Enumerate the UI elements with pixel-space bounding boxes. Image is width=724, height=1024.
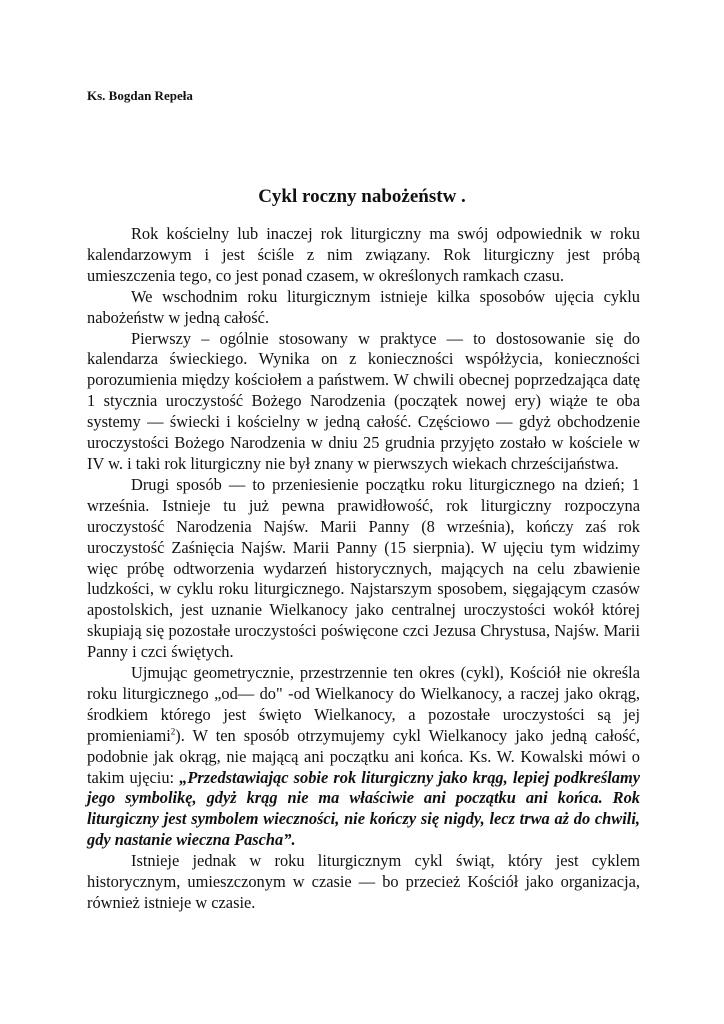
- quote-kowalski: „Przedstawiając sobie rok liturgiczny jako krąg, lepiej podkreślamy jego symbolikę, gdyż krąg nie ma właściwie ani początku ani końca. Rok liturgiczny jest symbolem wieczności, nie kończy się nigdy, lecz trwa aż do chwili, gdy nastanie wieczna Pascha: [87, 767, 640, 850]
- document-body: [87, 224, 640, 914]
- document-title: Cykl roczny nabożeństw .: [258, 186, 466, 207]
- footnote-ref: 2: [170, 726, 176, 737]
- paragraph-4: Drugi sposób — to przeniesienie początku roku liturgicznego na dzień; 1 września. Istnieje tu już pewna prawidłowość, rok liturgiczny rozpoczyna uroczystość Narodzenia Najśw. Marii Panny (8 września), kończy zaś rok uroczystość Zaśnięcia Najśw. Marii Panny (15 sierpnia). W ujęciu tym widzimy więc próbę odtworzenia wydarzeń historycznych, mających na celu zbawienie ludzkości, w cyklu roku liturgicznego. Najstarszym sposobem, sięgającym czasów apostolskich, jest uznanie Wielkanocy jako centralnej uroczystości wokół której skupiają się pozostałe uroczystości poświęcone czci Jezusa Chrystusa, Najśw. Marii Panny i czci świętych.: [87, 474, 640, 662]
- paragraph-5-text-b: ). W ten sposób otrzymujemy cykl Wielkanocy jako jedną całość, podobnie jak okrąg, nie mającą ani początku ani końca. Ks. W. Kowalski mówi o takim ujęciu:: [87, 725, 640, 787]
- paragraph-6: Istnieje jednak w roku liturgicznym cykl świąt, który jest cyklem historycznym, umieszczonym w czasie — bo przecież Kościół jako organizacja, również istnieje w czasie.: [87, 851, 640, 912]
- paragraph-3: Pierwszy – ogólnie stosowany w praktyce — to dostosowanie się do kalendarza świeckiego. Wynika on z konieczności współżycia, konieczności porozumienia między kościołem a państwem. W chwili obecnej poprzedzająca datę 1 stycznia uroczystość Bożego Narodzenia (początek nowej ery) wiąże te oba systemy — świecki i kościelny w jedną całość. Częściowo — gdyż obchodzenie uroczystości Bożego Narodzenia w dniu 25 grudnia przyjęto zostało w kościele w IV w. i taki rok liturgiczny nie był znany w pierwszych wiekach chrześcijaństwa.: [87, 328, 640, 473]
- paragraph-5-text-a: Ujmując geometrycznie, przestrzennie ten okres (cykl), Kościół nie określa roku liturgicznego „od— do" -od Wielkanocy do Wielkanocy, a raczej jako okrąg, środkiem którego jest święto Wielkanocy, a pozostałe uroczystości są jej promieniami: [87, 663, 640, 745]
- paragraph-5: [87, 663, 640, 851]
- author-name: Ks. Bogdan Repeła: [87, 88, 193, 103]
- quote-end: ”.: [283, 830, 296, 850]
- paragraph-2: We wschodnim roku liturgicznym istnieje kilka sposobów ujęcia cyklu nabożeństw w jedną całość.: [87, 286, 640, 327]
- paragraph-1: Rok kościelny lub inaczej rok liturgiczny ma swój odpowiednik w roku kalendarzowym i jest ściśle z nim związany. Rok liturgiczny jest próbą umieszczenia tego, co jest ponad czasem, w określonych ramkach czasu.: [87, 224, 640, 285]
